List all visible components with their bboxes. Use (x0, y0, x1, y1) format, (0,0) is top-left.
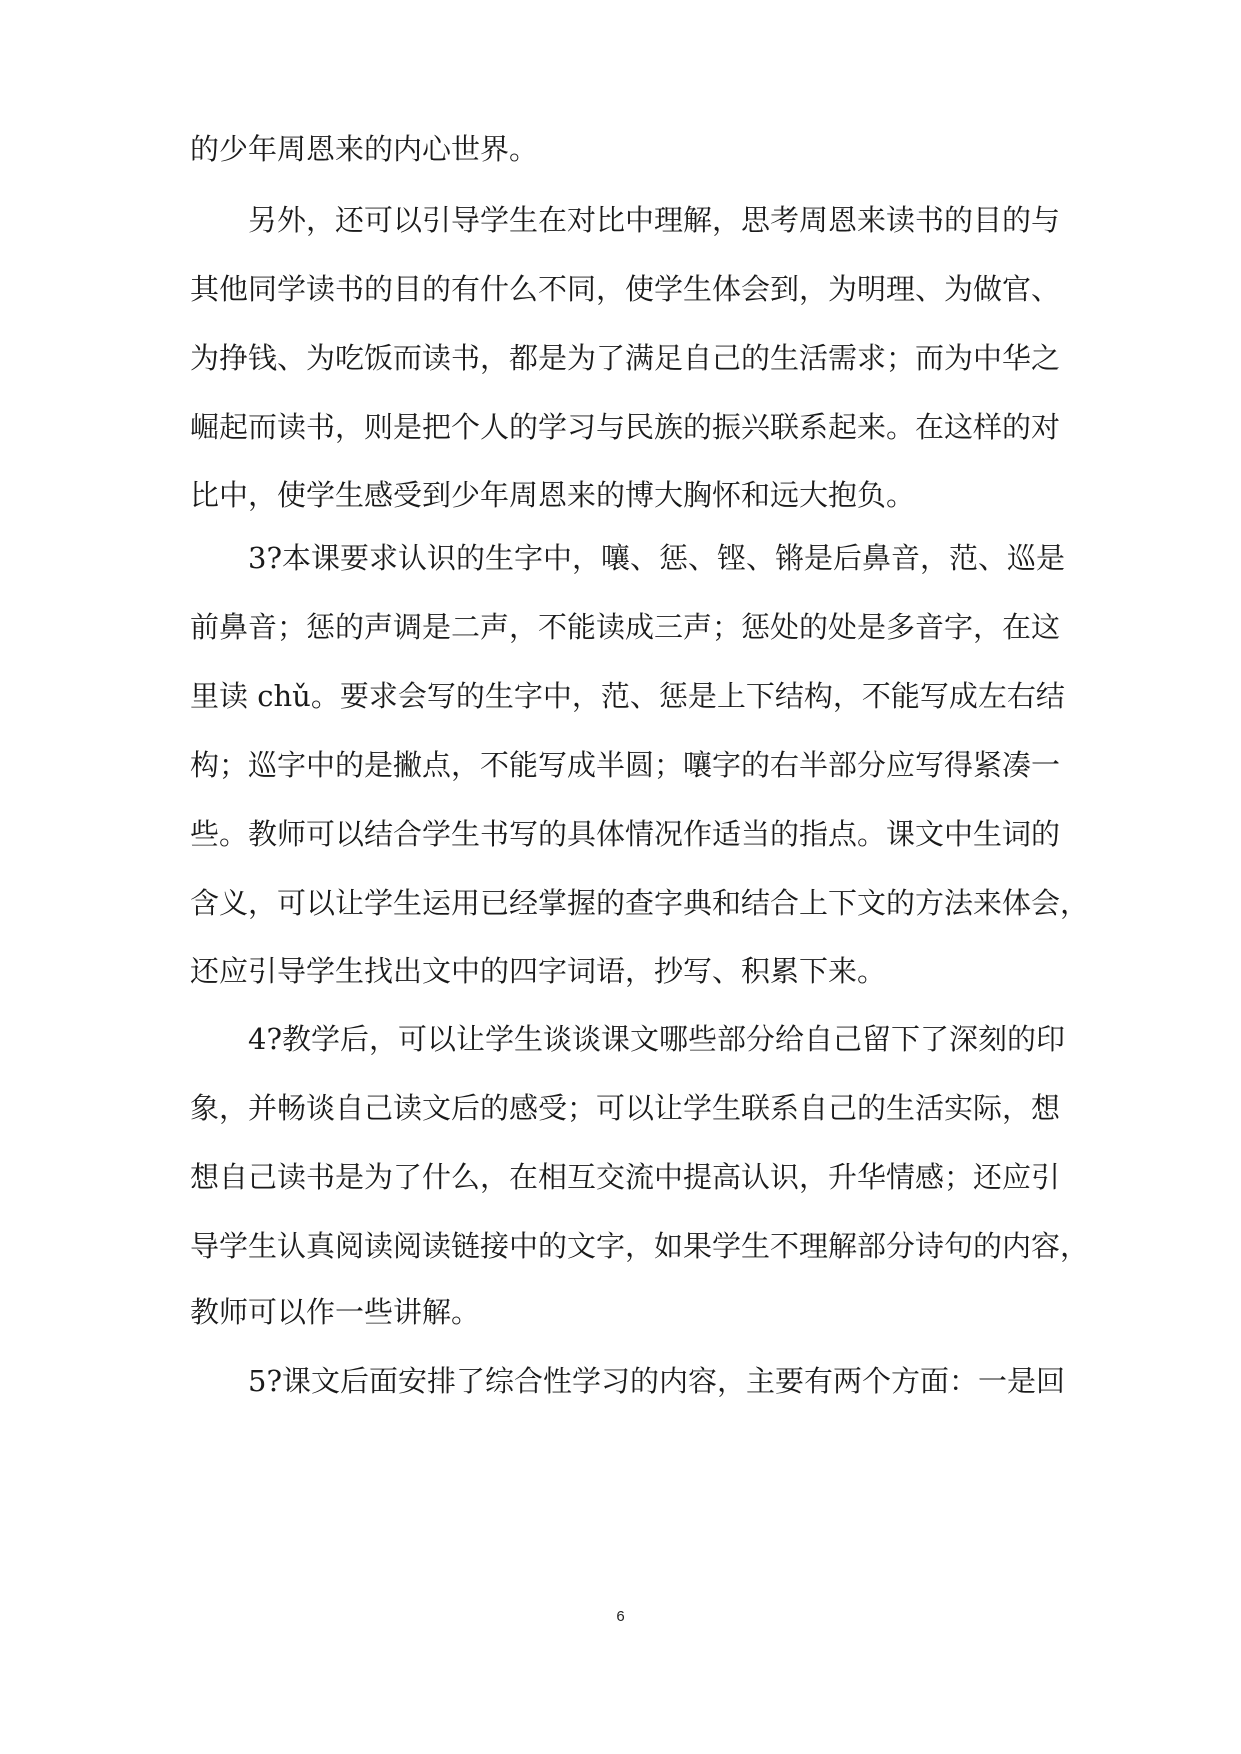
text-line: 崛起而读书，则是把个人的学习与民族的振兴联系起来。在这样的对 (190, 410, 1061, 444)
text-line: 构；巡字中的是撇点，不能写成半圆；嚷字的右半部分应写得紧凑一 (190, 748, 1061, 782)
text-line: 的少年周恩来的内心世界。 (190, 132, 539, 166)
text-line: 含义，可以让学生运用已经掌握的查字典和结合上下文的方法来体会， (190, 886, 1090, 920)
text-line: 5?课文后面安排了综合性学习的内容，主要有两个方面：一是回 (248, 1364, 1065, 1398)
text-line: 前鼻音；惩的声调是二声，不能读成三声；惩处的处是多音字，在这 (190, 610, 1061, 644)
text-line: 象，并畅谈自己读文后的感受；可以让学生联系自己的生活实际，想 (190, 1091, 1061, 1125)
text-line: 还应引导学生找出文中的四字词语，抄写、积累下来。 (190, 954, 887, 988)
text-line: 为挣钱、为吃饭而读书，都是为了满足自己的生活需求；而为中华之 (190, 341, 1061, 375)
text-line: 导学生认真阅读阅读链接中的文字，如果学生不理解部分诗句的内容， (190, 1229, 1090, 1263)
text-line: 想自己读书是为了什么，在相互交流中提高认识，升华情感；还应引 (190, 1160, 1061, 1194)
text-line: 其他同学读书的目的有什么不同，使学生体会到，为明理、为做官、 (190, 272, 1061, 306)
text-line: 比中，使学生感受到少年周恩来的博大胸怀和远大抱负。 (190, 478, 916, 512)
text-line: 另外，还可以引导学生在对比中理解，思考周恩来读书的目的与 (248, 203, 1061, 237)
text-line: 里读 chǔ。要求会写的生字中，范、惩是上下结构，不能写成左右结 (190, 679, 1065, 713)
text-line: 3?本课要求认识的生字中，嚷、惩、铿、锵是后鼻音，范、巡是 (248, 541, 1065, 575)
text-line: 教师可以作一些讲解。 (190, 1295, 481, 1329)
text-line: 些。教师可以结合学生书写的具体情况作适当的指点。课文中生词的 (190, 817, 1061, 851)
text-line: 4?教学后，可以让学生谈谈课文哪些部分给自己留下了深刻的印 (248, 1022, 1065, 1056)
page-number: 6 (616, 1608, 625, 1625)
